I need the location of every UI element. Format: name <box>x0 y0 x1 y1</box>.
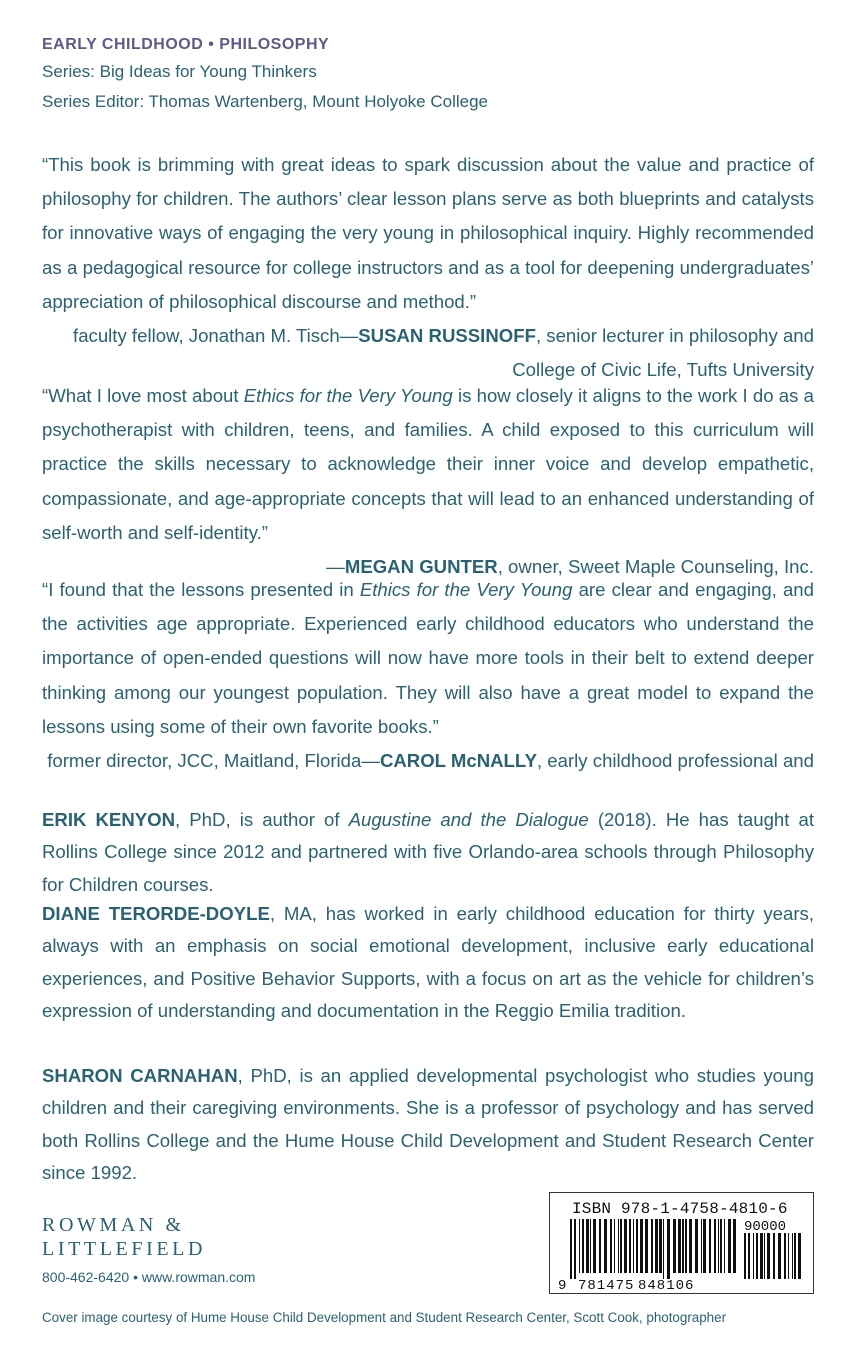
author-name: SHARON CARNAHAN <box>42 1065 238 1086</box>
quote-text: “This book is brimming with great ideas to spark discussion about the value and practice of philosophy for children. The authors’ clear lesson plans serve as both blueprints and catalysts for innovative ways of engaging the very young in philosophical inquiry. Highly recommended as a pedagogical resource for college instructors and as a tool for deepening undergraduates’ appreciation of philosophical discourse and method.” <box>42 154 814 312</box>
barcode-bar <box>748 1233 750 1279</box>
barcode-bar <box>728 1219 731 1273</box>
barcode-bar <box>659 1219 662 1273</box>
barcode-bar <box>794 1233 796 1279</box>
barcode-bar <box>733 1219 736 1273</box>
barcode-bar <box>682 1219 684 1273</box>
barcode-bar <box>778 1233 781 1279</box>
bio-carnahan: SHARON CARNAHAN, PhD, is an applied developmental psychologist who studies young children and their caregiving environments. She is a professor of psychology and has served both Rollins College and the Hume House Child Development and Student Research Center since 1992. <box>42 1065 814 1184</box>
barcode-bar <box>792 1233 793 1279</box>
series-editor: Series Editor: Thomas Wartenberg, Mount Holyoke College <box>42 92 488 111</box>
barcode-graphic <box>558 1219 808 1291</box>
quote-attribution: —CAROL McNALLY, early childhood professional and <box>361 750 814 772</box>
barcode-bar <box>720 1219 722 1273</box>
barcode-bar <box>579 1219 580 1273</box>
barcode-bar <box>651 1219 653 1273</box>
book-title: Augustine and the Dialogue <box>348 809 589 830</box>
attribution-name: CAROL McNALLY <box>379 750 537 772</box>
barcode-bar <box>645 1219 648 1273</box>
barcode-bar <box>701 1219 702 1273</box>
barcode-bar <box>604 1219 607 1273</box>
bio-kenyon: ERIK KENYON, PhD, is author of Augustine and the Dialogue (2018). He has taught at Rollins College since 2012 and partnered with five Orlando-area schools through Philosophy for Children courses. <box>42 809 814 895</box>
barcode-bar <box>753 1233 754 1279</box>
barcode-bar <box>784 1233 786 1279</box>
series-title: Series: Big Ideas for Young Thinkers <box>42 62 317 81</box>
isbn-barcode <box>549 1192 814 1294</box>
isbn-label: ISBN 978-1-4758-4810-6 <box>572 1200 788 1218</box>
author-name: ERIK KENYON <box>42 809 176 830</box>
barcode-bar <box>744 1233 746 1279</box>
barcode-bar <box>709 1219 711 1273</box>
barcode-bar <box>703 1219 706 1273</box>
barcode-bar <box>629 1219 631 1273</box>
publisher-name-line2: LITTLEFIELD <box>42 1238 207 1260</box>
barcode-bar <box>788 1233 789 1279</box>
publisher-logo <box>42 1213 255 1285</box>
publisher-name-line1: ROWMAN & <box>42 1214 185 1236</box>
publisher-contact: 800-462-6420 • www.rowman.com <box>42 1269 256 1285</box>
barcode-bar <box>636 1219 638 1273</box>
attribution-name: MEGAN GUNTER <box>344 556 498 578</box>
quote-gunter: “What I love most about Ethics for the Very Young is how closely it aligns to the work I do as a psychotherapist with children, teens, and families. A child exposed to this curriculum will practice the skills necessary to acknowledge their inner voice and develop empathetic, compassionate, and age-appropriate concepts that will lead to an enhanced understanding of self-worth and self-identity.” —MEGAN GUNTER, owner, Sweet Maple Counseling, Inc. <box>42 379 814 584</box>
barcode-bar <box>718 1219 719 1273</box>
barcode-digits-group2: 848106 <box>638 1278 695 1291</box>
barcode-bar <box>695 1219 698 1273</box>
barcode-bar <box>570 1219 572 1279</box>
barcode-bar <box>773 1233 775 1279</box>
author-name: DIANE TERORDE-DOYLE <box>42 903 270 924</box>
barcode-bar <box>593 1219 596 1273</box>
barcode-bar <box>574 1219 576 1279</box>
barcode-bar <box>655 1219 658 1273</box>
quote-russinoff <box>42 148 814 387</box>
barcode-bar <box>582 1219 584 1273</box>
book-title: Ethics for the Very Young <box>243 385 453 406</box>
barcode-bar <box>756 1233 758 1279</box>
barcode-bar <box>673 1219 676 1273</box>
barcode-bar <box>640 1219 643 1273</box>
barcode-digit-first: 9 <box>558 1278 567 1291</box>
attribution-affiliation: faculty fellow, Jonathan M. Tisch College of Civic Life, Tufts University <box>73 325 814 381</box>
barcode-bar <box>714 1219 716 1273</box>
barcode-bar <box>586 1219 589 1273</box>
barcode-bar <box>624 1219 627 1273</box>
barcode-bar <box>614 1219 615 1273</box>
barcode-bar <box>667 1219 670 1279</box>
barcode-bar <box>767 1233 770 1279</box>
header <box>42 33 822 117</box>
book-title: Ethics for the Very Young <box>359 579 573 600</box>
cover-credit: Cover image courtesy of Hume House Child Development and Student Research Center, Scott Cook, photographer <box>42 1310 727 1325</box>
attribution-name: SUSAN RUSSINOFF <box>358 325 536 347</box>
barcode-bar <box>633 1219 634 1273</box>
barcode-digits-group1: 781475 <box>578 1278 635 1291</box>
barcode-bar <box>590 1219 591 1273</box>
barcode-bar <box>618 1219 619 1273</box>
barcode-bar <box>764 1233 765 1279</box>
barcode-bar <box>689 1219 692 1273</box>
barcode-bar <box>760 1233 763 1279</box>
barcode-bar <box>620 1219 622 1273</box>
barcode-bar <box>663 1219 664 1279</box>
quote-attribution: —SUSAN RUSSINOFF, senior lecturer in philosophy and <box>339 325 814 347</box>
barcode-bar <box>599 1219 601 1273</box>
barcode-price-code: 90000 <box>744 1219 787 1235</box>
category-label: EARLY CHILDHOOD • PHILOSOPHY <box>42 36 330 53</box>
barcode-bar <box>678 1219 681 1273</box>
quote-mcnally: “I found that the lessons presented in Ethics for the Very Young are clear and engaging, and the activities age appropriate. Experienced early childhood educators who understand the importance of open-ended questions will now have more tools in their belt to extend deeper thinking among our youngest population. They will also have a great model to expand the lessons using some of their own favorite books.” —CAROL McNALLY, early childhood professional and former director, JCC, Maitland, Florida <box>42 573 814 778</box>
attribution-affiliation: former director, JCC, Maitland, Florida <box>47 750 362 772</box>
barcode-bar <box>724 1219 725 1273</box>
quote-attribution: —MEGAN GUNTER, owner, Sweet Maple Counseling, Inc. <box>326 556 814 578</box>
barcode-bar <box>610 1219 612 1273</box>
barcode-bar <box>798 1233 801 1279</box>
barcode-bar <box>685 1219 687 1273</box>
bio-terorde-doyle: DIANE TERORDE-DOYLE, MA, has worked in early childhood education for thirty years, always with an emphasis on social emotional development, inclusive early educational experiences, and Positive Behavior Supports, with a focus on art as the vehicle for children’s expression of understanding and documentation in the Reggio Emilia tradition. <box>42 903 814 1022</box>
